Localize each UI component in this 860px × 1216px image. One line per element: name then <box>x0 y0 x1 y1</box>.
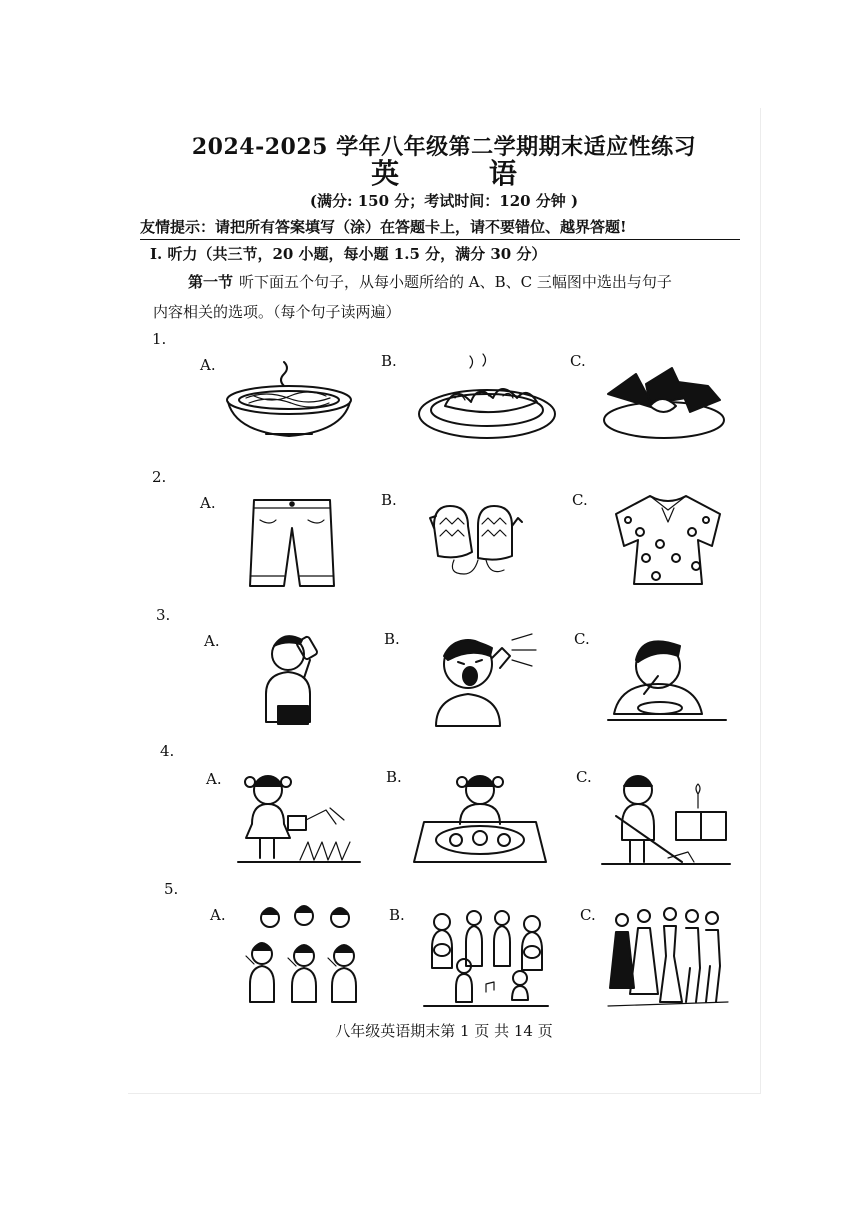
boy-sneezing-icon <box>432 628 542 728</box>
noodles-bowl-icon <box>224 356 354 446</box>
option-label: C. <box>570 352 586 370</box>
question-number: 2. <box>152 468 167 486</box>
part1-label: 第一节 <box>188 273 234 291</box>
question-number: 3. <box>156 606 171 624</box>
page-footer: 八年级英语期末第 1 页 共 14 页 <box>335 1022 553 1040</box>
question-number: 1. <box>152 330 167 348</box>
score-info: (满分: 150 分；考试时间：120 分钟 ) <box>309 192 579 210</box>
friendly-tip: 友情提示：请把所有答案填写（涂）在答题卡上，请不要错位、越界答题! <box>140 216 740 240</box>
pants-icon <box>246 496 338 592</box>
dumplings-plate-icon <box>415 348 560 444</box>
part1-instruction <box>188 271 672 292</box>
question-number: 5. <box>164 880 179 898</box>
fashion-show-icon <box>608 906 728 1012</box>
girl-watering-icon <box>238 768 360 866</box>
option-label: C. <box>580 906 596 924</box>
section-heading: I. 听力（共三节，20 小题，每小题 1.5 分，满分 30 分） <box>150 245 547 263</box>
option-label: B. <box>389 906 405 924</box>
girl-cooking-icon <box>410 768 550 868</box>
exam-title: 2024-2025 学年八年级第二学期期末适应性练习 <box>191 134 697 160</box>
children-singing-icon <box>240 904 368 1008</box>
option-label: C. <box>572 491 588 509</box>
option-label: C. <box>576 768 592 786</box>
option-label: B. <box>386 768 402 786</box>
option-label: A. <box>206 770 222 788</box>
option-label: A. <box>210 906 226 924</box>
option-label: B. <box>381 352 397 370</box>
part1-text: 听下面五个句子，从每小题所给的 A、B、C 三幅图中选出与句子 <box>239 273 672 291</box>
exam-page <box>128 108 761 1094</box>
subject-title: 英 语 <box>371 157 557 190</box>
option-label: A. <box>200 356 216 374</box>
option-label: B. <box>381 491 397 509</box>
mittens-icon <box>430 500 520 582</box>
option-label: A. <box>204 632 220 650</box>
part1-instruction-line2: 内容相关的选项。（每个句子读两遍） <box>153 303 401 321</box>
girl-sweeping-icon <box>602 768 730 868</box>
boy-drinking-icon <box>260 628 340 728</box>
boy-eating-icon <box>608 628 726 728</box>
option-label: A. <box>200 494 216 512</box>
music-band-icon <box>424 908 548 1010</box>
option-label: C. <box>574 630 590 648</box>
option-label: B. <box>384 630 400 648</box>
dotted-shirt-icon <box>610 492 726 588</box>
question-number: 4. <box>160 742 175 760</box>
zongzi-plate-icon <box>600 356 728 444</box>
